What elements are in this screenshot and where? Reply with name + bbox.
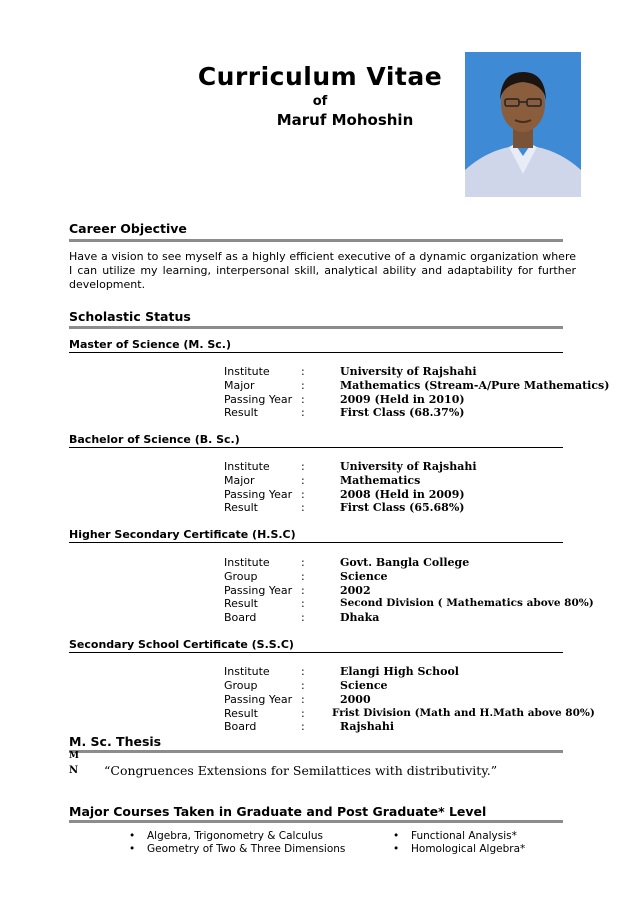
section-divider <box>69 326 563 329</box>
row-label: Institute <box>224 556 270 569</box>
row-colon: : <box>301 406 305 419</box>
row-value: Mathematics <box>340 474 421 487</box>
thesis-marker-m: M <box>69 751 79 761</box>
row-label: Result <box>224 406 258 419</box>
profile-photo <box>465 52 581 197</box>
section-divider <box>69 239 563 242</box>
row-colon: : <box>301 611 305 624</box>
course-item: • Algebra, Trigonometry & Calculus <box>147 830 323 842</box>
row-value: University of Rajshahi <box>340 460 477 473</box>
row-label: Board <box>224 720 257 733</box>
row-colon: : <box>301 474 305 487</box>
course-item: • Homological Algebra* <box>411 843 525 855</box>
row-label: Result <box>224 707 258 720</box>
row-colon: : <box>301 707 305 720</box>
row-value: 2008 (Held in 2009) <box>340 488 465 501</box>
thesis-heading: M. Sc. Thesis <box>69 734 162 749</box>
row-value: Second Division ( Mathematics above 80%) <box>340 597 594 609</box>
row-colon: : <box>301 597 305 610</box>
row-colon: : <box>301 365 305 378</box>
row-label: Passing Year <box>224 693 293 706</box>
row-label: Major <box>224 474 255 487</box>
row-value: 2002 <box>340 584 371 597</box>
thesis-marker-n: N <box>69 765 79 776</box>
degree-divider <box>69 352 563 353</box>
row-value: University of Rajshahi <box>340 365 477 378</box>
row-value: Dhaka <box>340 611 380 624</box>
scholastic-status-heading: Scholastic Status <box>69 309 191 324</box>
row-colon: : <box>301 584 305 597</box>
degree-divider <box>69 447 563 448</box>
career-objective-heading: Career Objective <box>69 221 187 236</box>
row-value: Govt. Bangla College <box>340 556 470 569</box>
course-item: • Geometry of Two & Three Dimensions <box>147 843 345 855</box>
row-value: Science <box>340 679 388 692</box>
row-colon: : <box>301 393 305 406</box>
row-value: 2000 <box>340 693 371 706</box>
row-colon: : <box>301 488 305 501</box>
row-label: Board <box>224 611 257 624</box>
row-value: First Class (68.37%) <box>340 406 465 419</box>
row-value: First Class (65.68%) <box>340 501 465 514</box>
section-divider <box>69 750 563 753</box>
row-label: Passing Year <box>224 584 293 597</box>
courses-heading: Major Courses Taken in Graduate and Post Graduate* Level <box>69 804 487 819</box>
title-of: of <box>312 94 328 109</box>
row-label: Major <box>224 379 255 392</box>
row-label: Result <box>224 597 258 610</box>
row-label: Passing Year <box>224 393 293 406</box>
row-colon: : <box>301 693 305 706</box>
thesis-title: “Congruences Extensions for Semilattices with distributivity.” <box>104 763 498 778</box>
course-item: • Functional Analysis* <box>411 830 517 842</box>
row-value: Science <box>340 570 388 583</box>
degree-title: Secondary School Certificate (S.S.C) <box>69 638 294 651</box>
row-value: Rajshahi <box>340 720 394 733</box>
row-colon: : <box>301 460 305 473</box>
row-colon: : <box>301 501 305 514</box>
row-colon: : <box>301 556 305 569</box>
career-objective-text: Have a vision to see myself as a highly efficient executive of a dynamic organization where I can utilize my learning, interpersonal skill, analytical ability and adaptability for further development. <box>69 250 576 291</box>
row-value: Mathematics (Stream-A/Pure Mathematics) <box>340 379 610 392</box>
row-colon: : <box>301 570 305 583</box>
portrait-image <box>465 52 581 197</box>
row-label: Passing Year <box>224 488 293 501</box>
row-value: 2009 (Held in 2010) <box>340 393 465 406</box>
row-colon: : <box>301 379 305 392</box>
cv-title: Curriculum Vitae <box>197 62 443 91</box>
row-colon: : <box>301 665 305 678</box>
degree-title: Bachelor of Science (B. Sc.) <box>69 433 240 446</box>
degree-title: Higher Secondary Certificate (H.S.C) <box>69 528 296 541</box>
row-value: Elangi High School <box>340 665 459 678</box>
degree-divider <box>69 542 563 543</box>
row-label: Institute <box>224 365 270 378</box>
row-colon: : <box>301 720 305 733</box>
candidate-name: Maruf Mohoshin <box>276 111 414 129</box>
row-value: Frist Division (Math and H.Math above 80%) <box>332 707 595 719</box>
degree-title: Master of Science (M. Sc.) <box>69 338 232 351</box>
row-label: Result <box>224 501 258 514</box>
row-label: Institute <box>224 665 270 678</box>
row-label: Group <box>224 570 258 583</box>
row-colon: : <box>301 679 305 692</box>
row-label: Institute <box>224 460 270 473</box>
row-label: Group <box>224 679 258 692</box>
degree-divider <box>69 652 563 653</box>
section-divider <box>69 820 563 823</box>
